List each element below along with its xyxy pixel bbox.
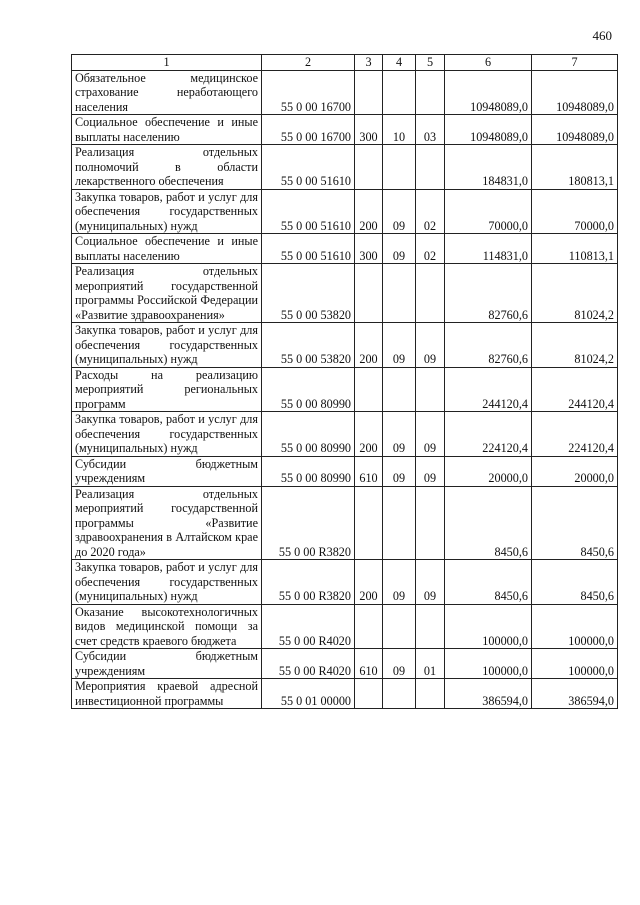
row-code-cell: 55 0 00 R4020 <box>262 604 355 649</box>
row-col4-cell: 10 <box>383 115 416 145</box>
row-col3-cell <box>355 486 383 560</box>
row-name-cell: Закупка товаров, работ и услуг для обеспечения государственных (муниципальных) нужд <box>72 323 262 368</box>
row-col4-cell <box>383 486 416 560</box>
row-col5-cell: 09 <box>416 560 445 605</box>
row-col4-cell: 09 <box>383 189 416 234</box>
header-row <box>72 55 618 71</box>
row-col3-cell <box>355 679 383 709</box>
row-col5-cell: 09 <box>416 456 445 486</box>
row-amount-col6-cell: 100000,0 <box>445 604 532 649</box>
row-col4-cell: 09 <box>383 412 416 457</box>
row-name-cell: Закупка товаров, работ и услуг для обеспечения государственных (муниципальных) нужд <box>72 560 262 605</box>
row-amount-col7-cell: 8450,6 <box>532 560 618 605</box>
row-col5-cell <box>416 486 445 560</box>
row-name-cell: Расходы на реализацию мероприятий региональных программ <box>72 367 262 412</box>
row-amount-col6-cell: 184831,0 <box>445 145 532 190</box>
row-amount-col7-cell: 110813,1 <box>532 234 618 264</box>
row-col5-cell: 09 <box>416 323 445 368</box>
row-col4-cell <box>383 604 416 649</box>
row-amount-col7-cell: 81024,2 <box>532 323 618 368</box>
row-col3-cell <box>355 367 383 412</box>
column-header: 7 <box>532 55 618 71</box>
row-col5-cell <box>416 70 445 115</box>
row-code-cell: 55 0 00 16700 <box>262 70 355 115</box>
row-code-cell: 55 0 00 80990 <box>262 367 355 412</box>
row-amount-col7-cell: 100000,0 <box>532 604 618 649</box>
column-header: 4 <box>383 55 416 71</box>
row-amount-col7-cell: 224120,4 <box>532 412 618 457</box>
row-code-cell: 55 0 00 80990 <box>262 412 355 457</box>
row-amount-col6-cell: 8450,6 <box>445 560 532 605</box>
column-header: 3 <box>355 55 383 71</box>
row-col5-cell: 02 <box>416 234 445 264</box>
row-amount-col6-cell: 100000,0 <box>445 649 532 679</box>
row-name-cell: Мероприятия краевой адресной инвестиционной программы <box>72 679 262 709</box>
row-col4-cell: 09 <box>383 649 416 679</box>
row-col5-cell: 01 <box>416 649 445 679</box>
table-row <box>72 604 618 649</box>
table-row <box>72 234 618 264</box>
row-amount-col6-cell: 8450,6 <box>445 486 532 560</box>
row-col3-cell: 300 <box>355 234 383 264</box>
row-col5-cell <box>416 679 445 709</box>
row-col3-cell: 200 <box>355 323 383 368</box>
row-code-cell: 55 0 00 R3820 <box>262 560 355 605</box>
row-col4-cell: 09 <box>383 456 416 486</box>
column-header: 2 <box>262 55 355 71</box>
column-header: 6 <box>445 55 532 71</box>
row-col5-cell: 03 <box>416 115 445 145</box>
row-amount-col6-cell: 244120,4 <box>445 367 532 412</box>
table-row <box>72 560 618 605</box>
table-row <box>72 412 618 457</box>
row-amount-col6-cell: 20000,0 <box>445 456 532 486</box>
row-col5-cell <box>416 604 445 649</box>
row-col3-cell: 610 <box>355 649 383 679</box>
row-name-cell: Социальное обеспечение и иные выплаты населению <box>72 234 262 264</box>
table-row <box>72 679 618 709</box>
row-amount-col7-cell: 20000,0 <box>532 456 618 486</box>
table-body <box>72 70 618 709</box>
row-amount-col7-cell: 8450,6 <box>532 486 618 560</box>
row-col5-cell <box>416 367 445 412</box>
column-header: 1 <box>72 55 262 71</box>
row-col3-cell: 200 <box>355 189 383 234</box>
row-col3-cell <box>355 145 383 190</box>
row-col3-cell: 610 <box>355 456 383 486</box>
row-col4-cell <box>383 679 416 709</box>
row-amount-col7-cell: 244120,4 <box>532 367 618 412</box>
row-name-cell: Реализация отдельных мероприятий государственной программы Российской Федерации «Развитие здравоохранения» <box>72 264 262 323</box>
row-amount-col6-cell: 82760,6 <box>445 323 532 368</box>
row-name-cell: Оказание высокотехнологичных видов медицинской помощи за счет средств краевого бюджета <box>72 604 262 649</box>
row-code-cell: 55 0 00 16700 <box>262 115 355 145</box>
row-col4-cell <box>383 145 416 190</box>
row-name-cell: Социальное обеспечение и иные выплаты населению <box>72 115 262 145</box>
row-code-cell: 55 0 00 51610 <box>262 234 355 264</box>
row-col4-cell <box>383 264 416 323</box>
row-amount-col7-cell: 81024,2 <box>532 264 618 323</box>
row-code-cell: 55 0 00 R3820 <box>262 486 355 560</box>
row-col4-cell <box>383 70 416 115</box>
row-code-cell: 55 0 00 80990 <box>262 456 355 486</box>
table-row <box>72 264 618 323</box>
row-amount-col6-cell: 10948089,0 <box>445 115 532 145</box>
row-amount-col7-cell: 10948089,0 <box>532 115 618 145</box>
row-amount-col6-cell: 386594,0 <box>445 679 532 709</box>
budget-table <box>71 54 618 709</box>
row-name-cell: Реализация отдельных полномочий в области лекарственного обеспечения <box>72 145 262 190</box>
table-row <box>72 456 618 486</box>
row-name-cell: Обязательное медицинское страхование неработающего населения <box>72 70 262 115</box>
row-name-cell: Закупка товаров, работ и услуг для обеспечения государственных (муниципальных) нужд <box>72 412 262 457</box>
table-row <box>72 323 618 368</box>
row-amount-col6-cell: 114831,0 <box>445 234 532 264</box>
row-col5-cell <box>416 264 445 323</box>
row-amount-col7-cell: 100000,0 <box>532 649 618 679</box>
table-row <box>72 189 618 234</box>
page-number: 460 <box>592 28 612 43</box>
row-amount-col6-cell: 224120,4 <box>445 412 532 457</box>
row-name-cell: Субсидии бюджетным учреждениям <box>72 649 262 679</box>
row-code-cell: 55 0 00 51610 <box>262 145 355 190</box>
row-col4-cell: 09 <box>383 560 416 605</box>
row-amount-col7-cell: 180813,1 <box>532 145 618 190</box>
row-col3-cell: 300 <box>355 115 383 145</box>
row-col3-cell <box>355 604 383 649</box>
row-code-cell: 55 0 00 R4020 <box>262 649 355 679</box>
row-code-cell: 55 0 00 53820 <box>262 264 355 323</box>
row-col4-cell: 09 <box>383 234 416 264</box>
table-row <box>72 115 618 145</box>
row-col3-cell <box>355 264 383 323</box>
row-amount-col7-cell: 70000,0 <box>532 189 618 234</box>
row-col3-cell <box>355 70 383 115</box>
row-name-cell: Реализация отдельных мероприятий государственной программы «Развитие здравоохранения в Алтайском крае до 2020 года» <box>72 486 262 560</box>
row-col5-cell <box>416 145 445 190</box>
column-header: 5 <box>416 55 445 71</box>
row-code-cell: 55 0 00 51610 <box>262 189 355 234</box>
row-amount-col7-cell: 386594,0 <box>532 679 618 709</box>
row-col4-cell: 09 <box>383 323 416 368</box>
row-col3-cell: 200 <box>355 412 383 457</box>
table-row <box>72 145 618 190</box>
row-code-cell: 55 0 01 00000 <box>262 679 355 709</box>
table-row <box>72 367 618 412</box>
row-code-cell: 55 0 00 53820 <box>262 323 355 368</box>
row-col5-cell: 09 <box>416 412 445 457</box>
row-amount-col6-cell: 70000,0 <box>445 189 532 234</box>
row-col3-cell: 200 <box>355 560 383 605</box>
row-amount-col7-cell: 10948089,0 <box>532 70 618 115</box>
table-row <box>72 649 618 679</box>
row-amount-col6-cell: 82760,6 <box>445 264 532 323</box>
row-amount-col6-cell: 10948089,0 <box>445 70 532 115</box>
row-name-cell: Закупка товаров, работ и услуг для обеспечения государственных (муниципальных) нужд <box>72 189 262 234</box>
row-col4-cell <box>383 367 416 412</box>
table-row <box>72 486 618 560</box>
table-row <box>72 70 618 115</box>
row-col5-cell: 02 <box>416 189 445 234</box>
row-name-cell: Субсидии бюджетным учреждениям <box>72 456 262 486</box>
